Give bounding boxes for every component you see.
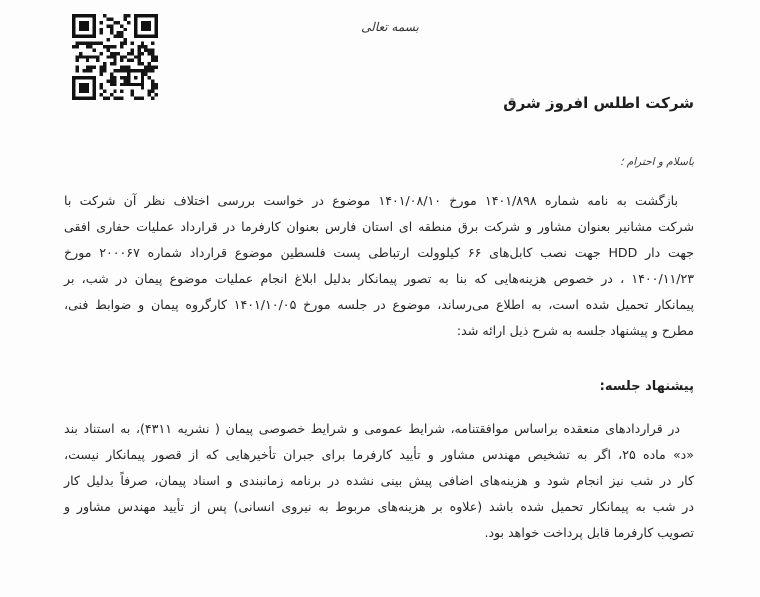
paragraph-line: جهت دار HDD جهت نصب کابل‌های ۶۶ کیلوولت ارتباطی پست فلسطین موضوع قرارداد شماره ۲۰۰۰۶۷ مورخ: [64, 245, 695, 260]
greeting: باسلام و احترام ؛: [620, 156, 694, 168]
qr-code-graphic: [72, 14, 158, 100]
paragraph-line: کار در شب نیز انجام شود و هزینه‌های اضافی پیش بینی نشده در برنامه زمانبندی و اسناد پیمان، صرفاً بدلیل کار: [64, 473, 694, 488]
qr-code-icon: [72, 14, 158, 100]
paragraph-line: بازگشت به نامه شماره ۱۴۰۱/۸۹۸ مورخ ۱۴۰۱/۰۸/۱۰ موضوع در خواست بررسی اختلاف نظر آن شرکت با: [64, 193, 678, 208]
paragraph-line: شرکت مشانیر بعنوان مشاور و شرکت برق منطقه ای استان فارس بعنوان کارفرما در قرارداد عملیات حفاری افقی: [64, 219, 694, 234]
body-paragraph-1: [64, 188, 694, 344]
paragraph-line: پیمانکار تحمیل شده است، به اطلاع می‌رساند، موضوع در جلسه مورخ ۱۴۰۱/۱۰/۰۵ کارگروه پیمان و ضوابط فنی،: [64, 297, 694, 312]
paragraph-line: ۱۴۰۰/۱۱/۲۳ ، در خصوص هزینه‌هایی که بنا به تصور پیمانکار بدلیل ابلاغ انجام عملیات موضوع پیمان در شب، بر: [64, 271, 694, 286]
paragraph-line: در قراردادهای منعقده براساس موافقتنامه، شرایط عمومی و شرایط خصوصی پیمان ( نشریه ۴۳۱۱)، به استناد بند: [64, 421, 680, 436]
paragraph-line: در شب به پیمانکار تحمیل شده باشد (علاوه بر هزینه‌های مربوط به نیروی انسانی) پس از تأیید مهندس مشاور و: [64, 499, 694, 514]
body-paragraph-2: [64, 416, 694, 546]
invocation-heading: بسمه تعالی: [361, 20, 419, 34]
recipient-name: شرکت اطلس افروز شرق: [503, 94, 694, 112]
paragraph-line: مطرح و پیشنهاد جلسه به شرح ذیل ارائه شد:: [456, 323, 694, 338]
paragraph-line: تصویب کارفرما قابل پرداخت خواهد بود.: [484, 525, 694, 540]
proposal-heading: پیشنهاد جلسه:: [599, 379, 694, 394]
paragraph-line: «د» ماده ۲۵، اگر به تشخیص مهندس مشاور و تأیید کارفرما برای جبران تأخیرهایی که از قصور پیمانکار نیست،: [64, 447, 694, 462]
